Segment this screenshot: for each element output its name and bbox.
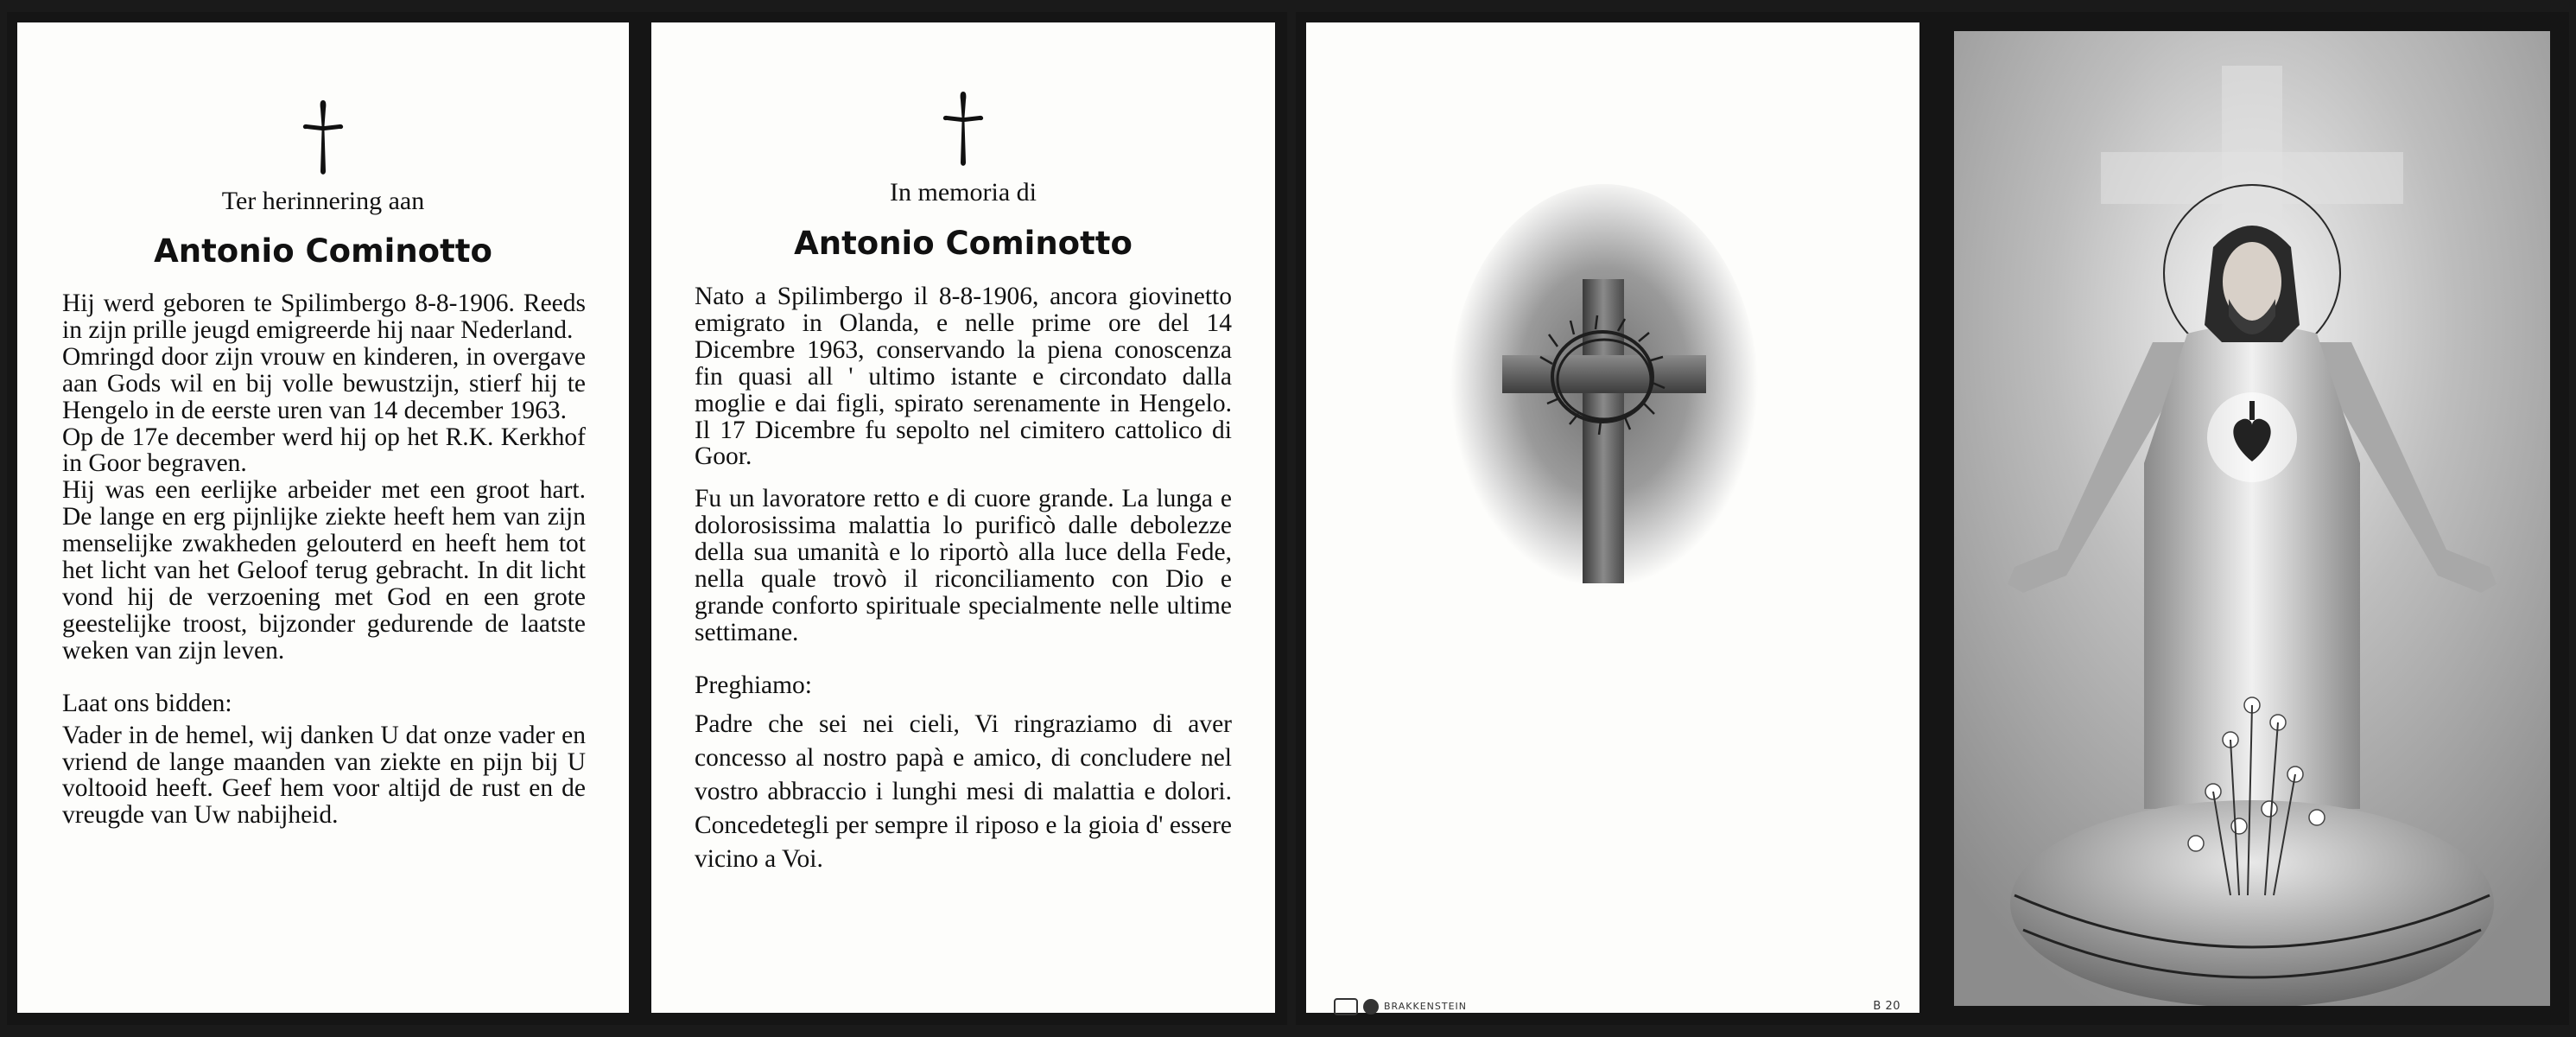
cross-image-card	[1296, 12, 1935, 1025]
sacred-heart-of-jesus-image	[1954, 31, 2550, 1006]
italian-paragraph: Fu un lavoratore retto e di cuore grande. La lunga e dolorosissima malattia lo purificò dalle debolezze della sua umanità e lo riportò alla luce della Fede, nella quale trovò il riconciliamento con Dio e grande conforto spirituale specialmente nelle ultime settimane.	[695, 485, 1232, 646]
publisher-seal-icon	[1363, 999, 1379, 1015]
dutch-prayer-heading: Laat ons bidden:	[62, 689, 232, 717]
cross-card-page	[1306, 22, 1919, 1013]
dutch-paragraph: Op de 17e december werd hij op het R.K. Kerkhof in Goor begraven.	[62, 423, 586, 478]
publisher-name: BRAKKENSTEIN	[1384, 1001, 1467, 1012]
dutch-paragraph: Hij was een eerlijke arbeider met een groot hart. De lange en erg pijnlijke ziekte heeft hem van zijn menselijke zwakheden gelouterd en heeft hem tot het licht van het Geloof terug gebracht. In dit licht vond hij de verzoening met God en een grote geestelijke troost, bijzonder gedurende de laatste weken van zijn leven.	[62, 476, 586, 665]
italian-memorial-card	[641, 12, 1287, 1025]
sacred-heart-card	[1935, 12, 2569, 1025]
cross-icon	[300, 99, 346, 176]
sacred-heart-page	[1954, 31, 2550, 1006]
publisher-logo-icon	[1334, 998, 1358, 1015]
dutch-paragraph: Omringd door zijn vrouw en kinderen, in overgave aan Gods wil en bij volle bewustzijn, stierf hij te Hengelo in de eerste uren van 14 december 1963.	[62, 342, 586, 424]
dutch-text	[62, 290, 586, 829]
dutch-memorial-card	[7, 12, 641, 1025]
dutch-paragraph: Hij werd geboren te Spilimbergo 8-8-1906. Reeds in zijn prille jeugd emigreerde hij naar Nederland.	[62, 289, 586, 344]
dutch-heading: Ter herinnering aan	[221, 187, 425, 215]
italian-prayer: Padre che sei nei cieli, Vi ringraziamo di aver concesso al nostro papà e amico, di concludere nel vostro abbraccio i lunghi mesi di malattia e dolori. Concedetegli per sempre il riposo e la gioia d' essere vicino a Voi.	[695, 709, 1232, 873]
cross-icon	[940, 90, 987, 168]
italian-heading: In memoria di	[890, 178, 1037, 207]
publisher-mark	[1334, 998, 1467, 1015]
italian-paragraph: Nato a Spilimbergo il 8-8-1906, ancora giovinetto emigrato in Olanda, e nelle prime ore del 14 Dicembre 1963, conservando la piena conoscenza fin quasi all ' ultimo istante e circondato dalla moglie e dai figli, spirato serenamente in Hengelo. Il 17 Dicembre fu sepolto nel cimitero cattolico di Goor.	[695, 283, 1232, 471]
italian-text	[695, 283, 1232, 876]
card-code: B 20	[1873, 1000, 1900, 1013]
italian-deceased-name: Antonio Cominotto	[794, 225, 1133, 262]
dutch-deceased-name: Antonio Cominotto	[154, 232, 492, 270]
cross-with-crown-of-thorns-image	[1449, 182, 1760, 597]
dutch-prayer: Vader in de hemel, wij danken U dat onze vader en vriend de lange maanden van ziekte en pijn bij U voltooid heeft. Geef hem voor altijd de rust en de vreugde van Uw nabijheid.	[62, 721, 586, 830]
dutch-card-page	[17, 22, 629, 1013]
italian-card-page	[651, 22, 1275, 1013]
italian-prayer-heading: Preghiamo:	[695, 671, 813, 699]
